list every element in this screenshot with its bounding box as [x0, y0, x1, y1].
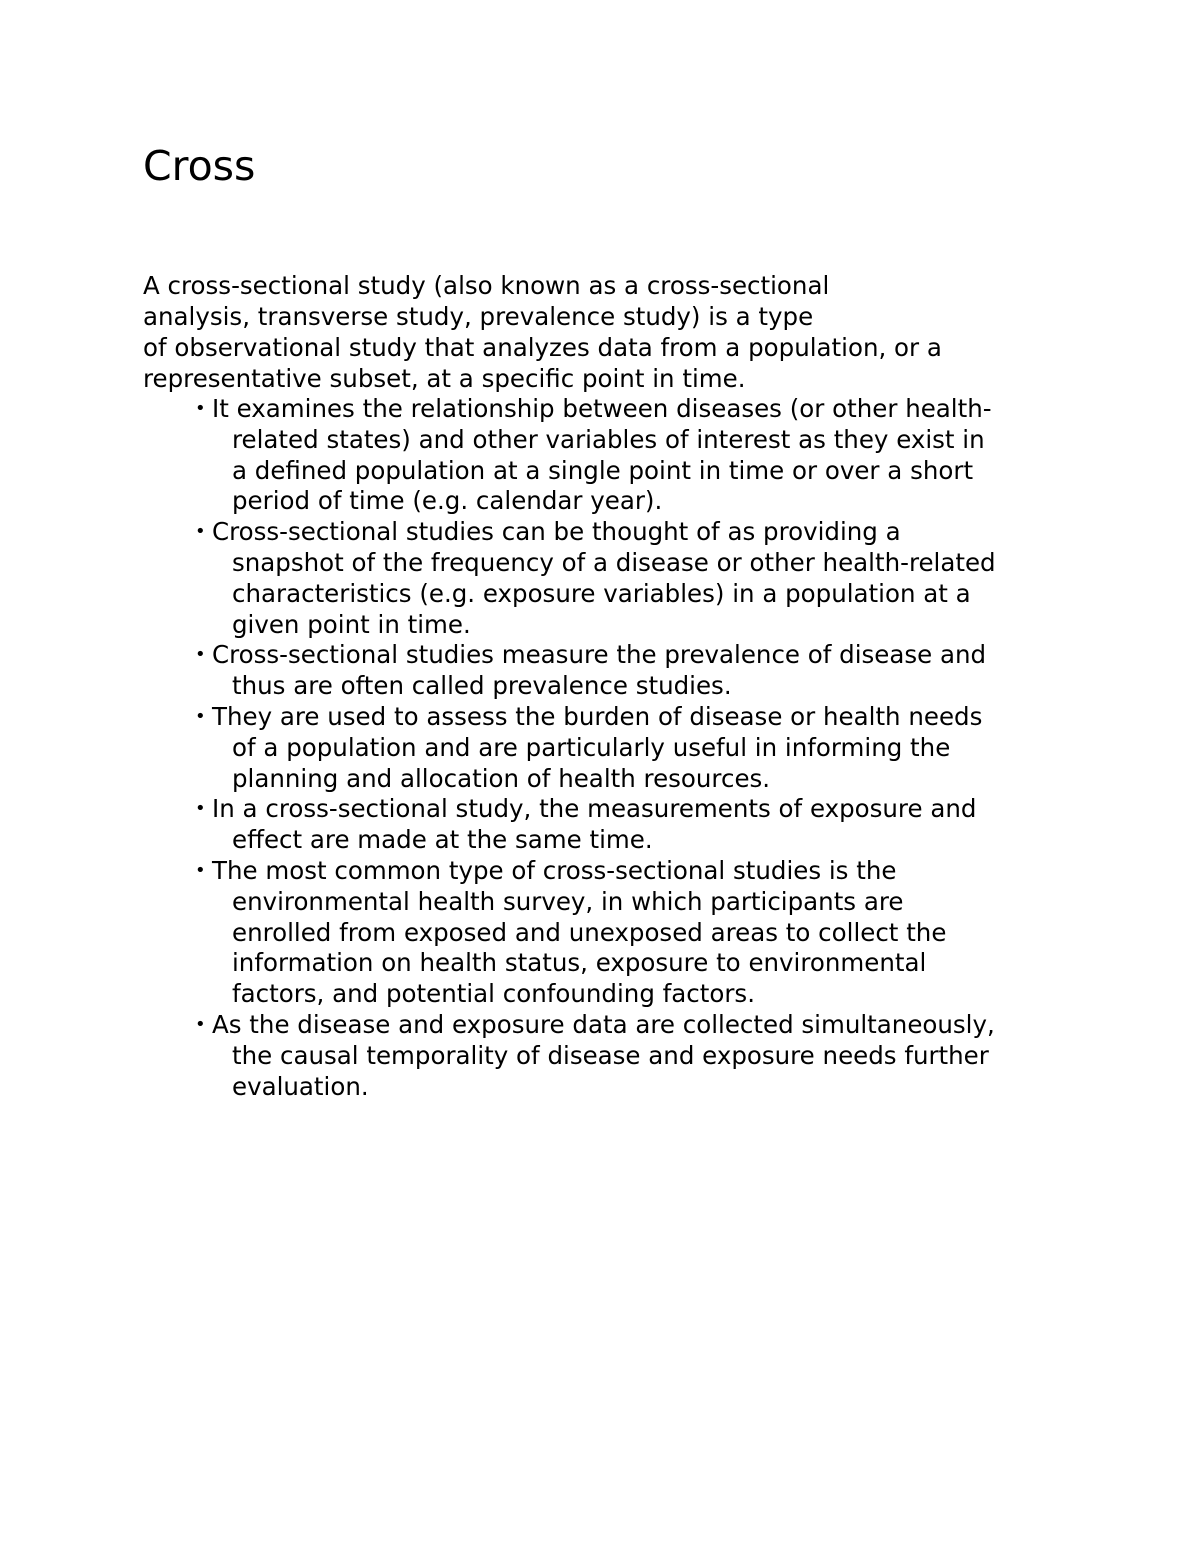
bullet-line: thus are often called prevalence studies. [232, 671, 732, 701]
bullet-line: planning and allocation of health resources. [232, 763, 771, 793]
bullet-line: related states) and other variables of interest as they exist in [232, 424, 985, 454]
bullet-line: They are used to assess the burden of disease or health needs [212, 701, 983, 731]
bullet-line: As the disease and exposure data are collected simultaneously, [212, 1009, 995, 1039]
intro-paragraph [143, 270, 1063, 394]
bullet-line: characteristics (e.g. exposure variables) in a population at a [232, 578, 971, 608]
bullet-icon: • [195, 859, 206, 881]
bullet-icon: • [195, 1013, 206, 1035]
bullet-line: In a cross-sectional study, the measurements of exposure and [212, 794, 977, 824]
bullet-line: It examines the relationship between diseases (or other health- [212, 394, 992, 423]
bullet-icon: • [195, 644, 206, 666]
list-item [195, 1010, 1075, 1102]
bullet-line: snapshot of the frequency of a disease or other health-related [232, 547, 996, 577]
intro-line: A cross-sectional study (also known as a cross-sectional [143, 271, 830, 300]
intro-line: analysis, transverse study, prevalence study) is a type [143, 302, 814, 331]
intro-line: of observational study that analyzes data from a population, or a [143, 333, 942, 362]
list-item [195, 640, 1075, 702]
bullet-line: Cross-sectional studies measure the prevalence of disease and [212, 640, 987, 670]
bullet-line: factors, and potential confounding factors. [232, 979, 755, 1009]
bullet-icon: • [195, 398, 206, 419]
bullet-line: information on health status, exposure to environmental [232, 948, 927, 978]
bullet-line: The most common type of cross-sectional studies is the [212, 855, 897, 885]
bullet-line: of a population and are particularly useful in informing the [232, 732, 951, 762]
bullet-line: effect are made at the same time. [232, 825, 653, 855]
list-item [195, 702, 1075, 794]
list-item [195, 794, 1075, 856]
bullet-line: enrolled from exposed and unexposed areas to collect the [232, 917, 947, 947]
list-item [195, 394, 1075, 517]
bullet-icon: • [195, 705, 206, 727]
intro-line: representative subset, at a specific point in time. [143, 364, 746, 393]
bullet-line: given point in time. [232, 609, 471, 639]
bullet-icon: • [195, 521, 206, 543]
bullet-line: period of time (e.g. calendar year). [232, 486, 663, 516]
bullet-icon: • [195, 798, 206, 820]
document-title: Cross [143, 142, 256, 190]
bullet-line: evaluation. [232, 1071, 369, 1101]
list-item [195, 856, 1075, 1010]
bullet-line: Cross-sectional studies can be thought of as providing a [212, 517, 901, 547]
bullet-line: environmental health survey, in which participants are [232, 886, 904, 916]
bullet-list [195, 394, 1075, 1102]
list-item [195, 517, 1075, 640]
bullet-line: a defined population at a single point in time or over a short [232, 455, 974, 485]
bullet-line: the causal temporality of disease and exposure needs further [232, 1040, 989, 1070]
